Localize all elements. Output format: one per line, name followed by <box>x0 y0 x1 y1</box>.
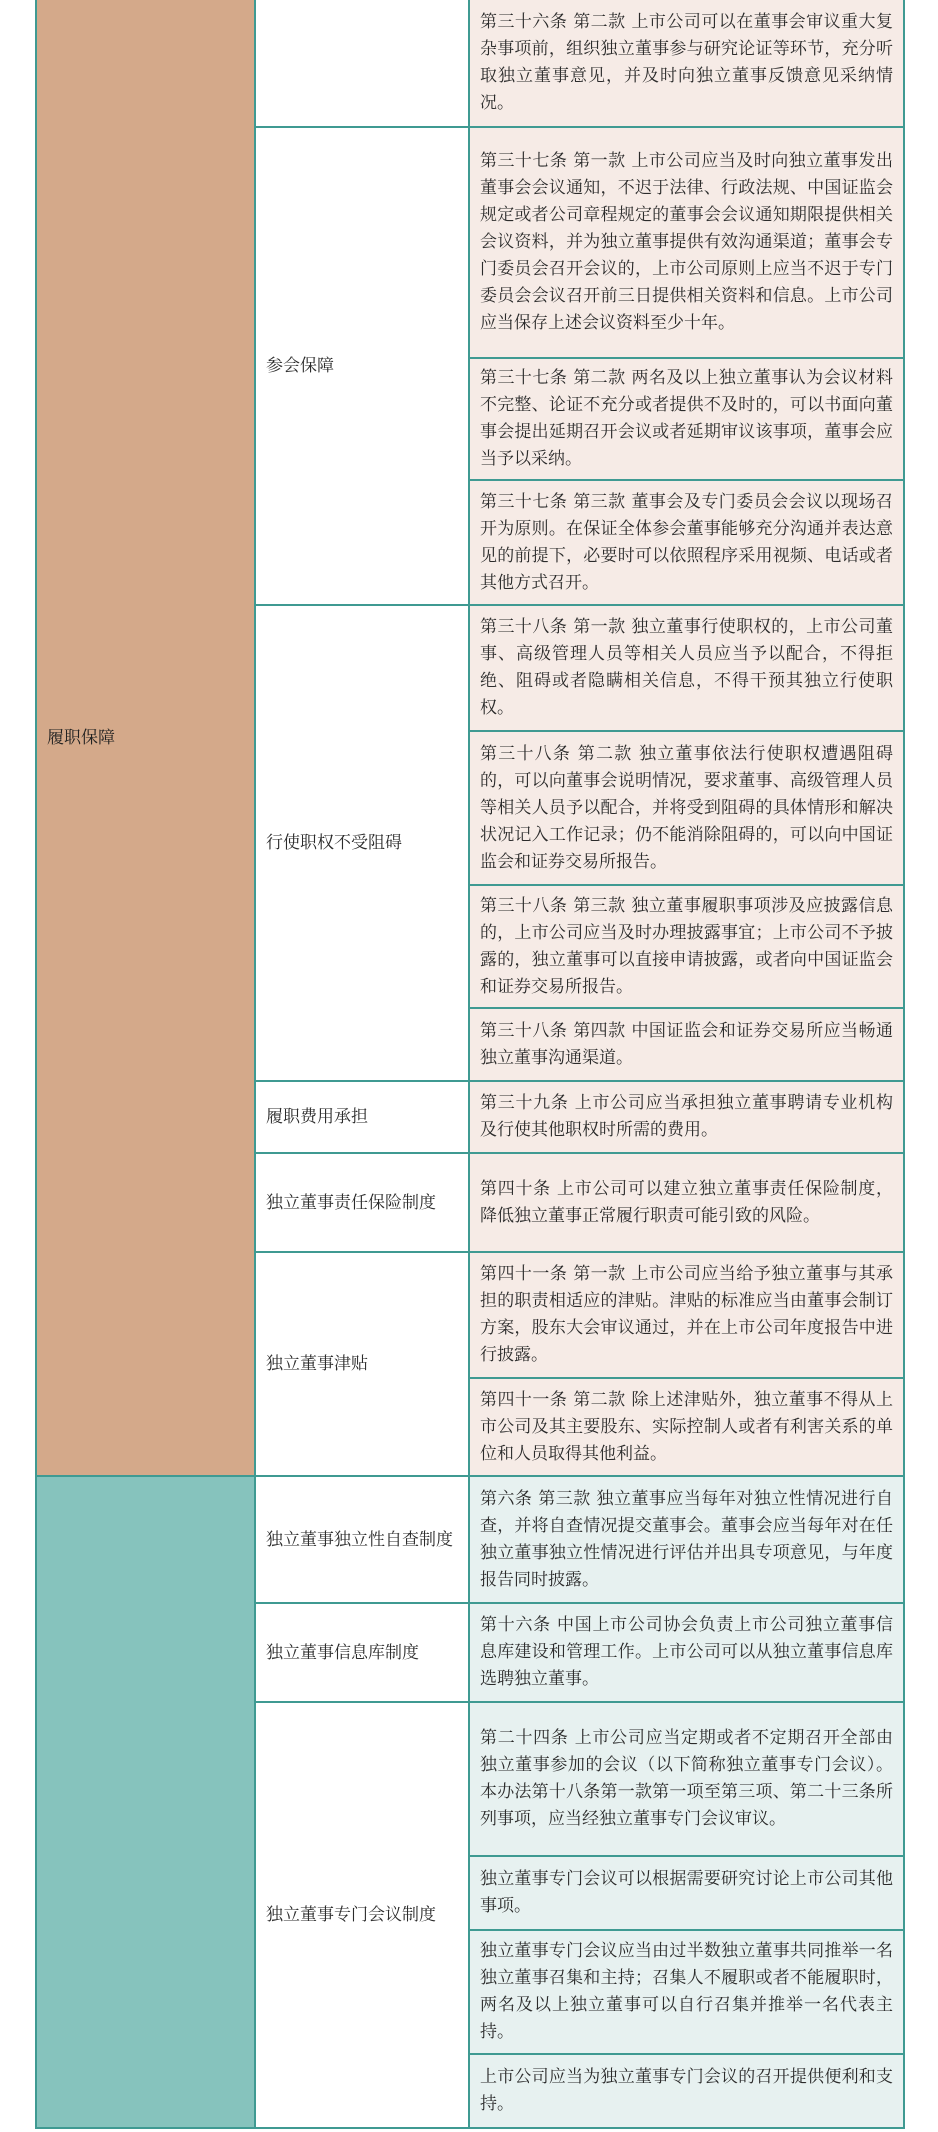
subcategory-label: 履职费用承担 <box>266 1107 368 1127</box>
policy-table <box>35 0 905 2129</box>
clause-text: 第三十七条 第二款 两名及以上独立董事认为会议材料不完整、论证不充分或者提供不及时的，可以书面向董事会提出延期召开会议或者延期审议该事项，董事会应当予以采纳。 <box>469 358 904 480</box>
clause-text: 第三十九条 上市公司应当承担独立董事聘请专业机构及行使其他职权时所需的费用。 <box>469 1081 904 1153</box>
clause-text: 第三十六条 第二款 上市公司可以在董事会审议重大复杂事项前，组织独立董事参与研究论证等环节，充分听取独立董事意见，并及时向独立董事反馈意见采纳情况。 <box>469 0 904 127</box>
subcategory-label: 参会保障 <box>266 356 334 376</box>
clause-text: 第四十一条 第二款 除上述津贴外，独立董事不得从上市公司及其主要股东、实际控制人或者有利害关系的单位和人员取得其他利益。 <box>469 1378 904 1476</box>
subcategory-cell <box>255 0 469 127</box>
subcategory-label: 独立董事独立性自查制度 <box>266 1529 453 1550</box>
category-cell <box>36 0 255 1476</box>
subcategory-cell <box>255 1153 469 1252</box>
subcategory-cell <box>255 605 469 1081</box>
clause-text: 第三十八条 第三款 独立董事履职事项涉及应披露信息的，上市公司应当及时办理披露事宜；上市公司不予披露的，独立董事可以直接申请披露，或者向中国证监会和证券交易所报告。 <box>469 885 904 1008</box>
subcategory-cell <box>255 127 469 605</box>
clause-text: 第三十七条 第三款 董事会及专门委员会会议以现场召开为原则。在保证全体参会董事能够充分沟通并表达意见的前提下，必要时可以依照程序采用视频、电话或者其他方式召开。 <box>469 480 904 605</box>
subcategory-cell <box>255 1476 469 1603</box>
clause-text: 第四十一条 第一款 上市公司应当给予独立董事与其承担的职责相适应的津贴。津贴的标准应当由董事会制订方案，股东大会审议通过，并在上市公司年度报告中进行披露。 <box>469 1252 904 1378</box>
subcategory-label: 行使职权不受阻碍 <box>266 833 402 853</box>
clause-text: 第四十条 上市公司可以建立独立董事责任保险制度，降低独立董事正常履行职责可能引致的风险。 <box>469 1153 904 1252</box>
category-cell <box>36 1476 255 2128</box>
clause-text: 独立董事专门会议应当由过半数独立董事共同推举一名独立董事召集和主持；召集人不履职或者不能履职时，两名及以上独立董事可以自行召集并推举一名代表主持。 <box>469 1930 904 2054</box>
subcategory-label: 独立董事津贴 <box>266 1354 368 1374</box>
clause-text: 第二十四条 上市公司应当定期或者不定期召开全部由独立董事参加的会议（以下简称独立董事专门会议）。本办法第十八条第一款第一项至第三项、第二十三条所列事项，应当经独立董事专门会议审议。 <box>469 1702 904 1856</box>
subcategory-cell <box>255 1603 469 1702</box>
clause-text: 第三十七条 第一款 上市公司应当及时向独立董事发出董事会会议通知，不迟于法律、行政法规、中国证监会规定或者公司章程规定的董事会会议通知期限提供相关会议资料，并为独立董事提供有效沟通渠道；董事会专门委员会召开会议的，上市公司原则上应当不迟于专门委员会会议召开前三日提供相关资料和信息。上市公司应当保存上述会议资料至少十年。 <box>469 127 904 358</box>
category-label: 履职保障 <box>47 727 115 748</box>
table-row <box>36 0 904 127</box>
subcategory-cell <box>255 1252 469 1476</box>
subcategory-label: 独立董事责任保险制度 <box>266 1192 436 1213</box>
clause-text: 上市公司应当为独立董事专门会议的召开提供便利和支持。 <box>469 2054 904 2128</box>
subcategory-label: 独立董事专门会议制度 <box>266 1905 436 1925</box>
clause-text: 第三十八条 第二款 独立董事依法行使职权遭遇阻碍的，可以向董事会说明情况，要求董事、高级管理人员等相关人员予以配合，并将受到阻碍的具体情形和解决状况记入工作记录；仍不能消除阻碍的，可以向中国证监会和证券交易所报告。 <box>469 731 904 885</box>
clause-text: 独立董事专门会议可以根据需要研究讨论上市公司其他事项。 <box>469 1856 904 1930</box>
subcategory-cell <box>255 1081 469 1153</box>
clause-text: 第三十八条 第四款 中国证监会和证券交易所应当畅通独立董事沟通渠道。 <box>469 1008 904 1081</box>
subcategory-label: 独立董事信息库制度 <box>266 1642 419 1663</box>
clause-text: 第十六条 中国上市公司协会负责上市公司独立董事信息库建设和管理工作。上市公司可以从独立董事信息库选聘独立董事。 <box>469 1603 904 1702</box>
clause-text: 第三十八条 第一款 独立董事行使职权的，上市公司董事、高级管理人员等相关人员应当予以配合，不得拒绝、阻碍或者隐瞒相关信息，不得干预其独立行使职权。 <box>469 605 904 731</box>
subcategory-cell <box>255 1702 469 2128</box>
clause-text: 第六条 第三款 独立董事应当每年对独立性情况进行自查，并将自查情况提交董事会。董事会应当每年对在任独立董事独立性情况进行评估并出具专项意见，与年度报告同时披露。 <box>469 1476 904 1603</box>
table-row <box>36 1476 904 1603</box>
